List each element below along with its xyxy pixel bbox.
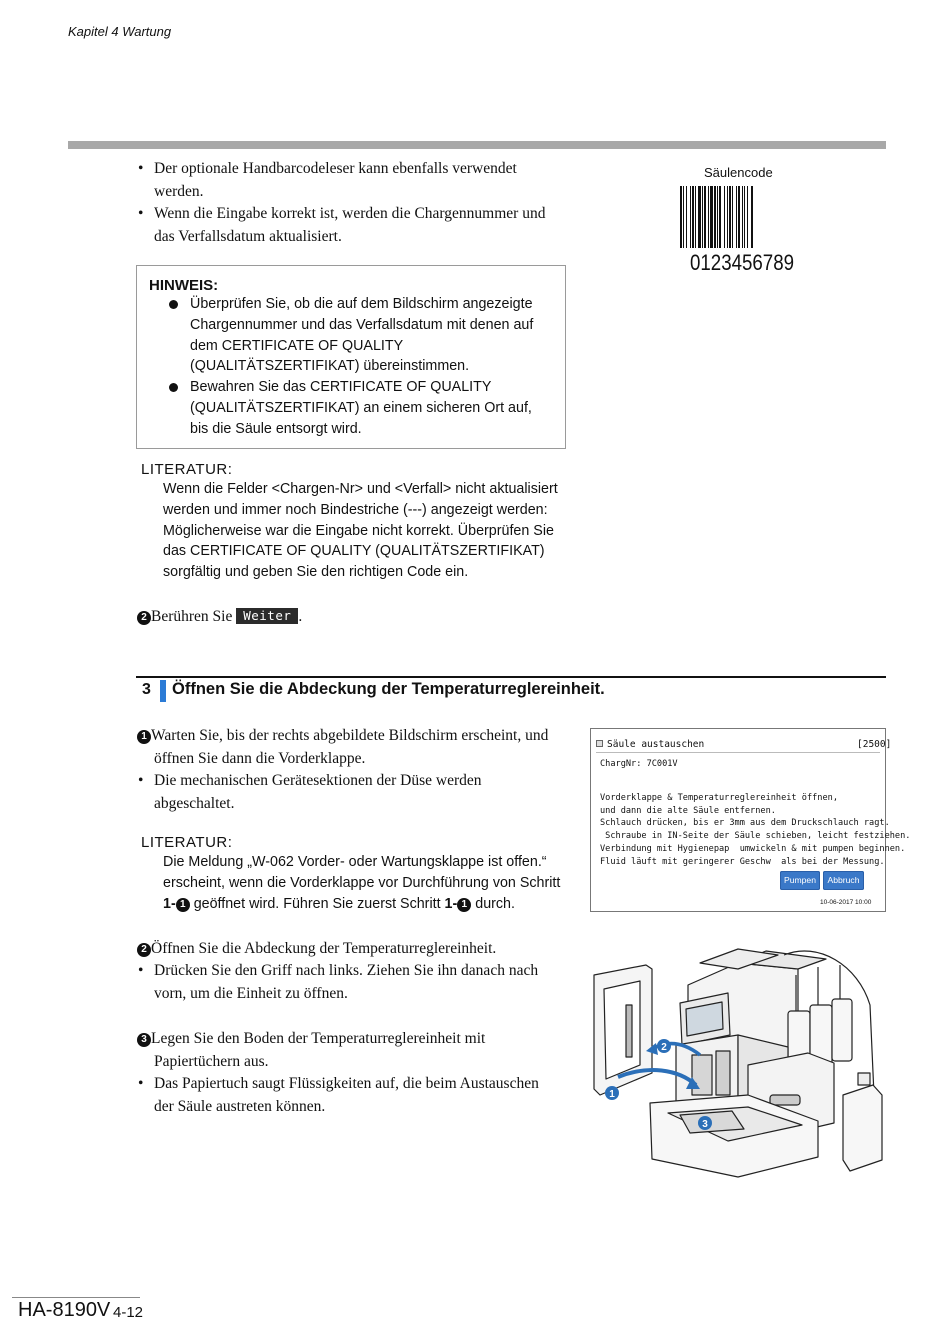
bullet-mechanics-off: • Die mechanischen Gerätesektionen der Düse werden abgeschaltet. <box>138 772 482 812</box>
top-divider <box>68 141 886 149</box>
barcode-bar <box>717 186 718 248</box>
barcode-bar <box>747 186 748 248</box>
barcode-bar <box>695 186 696 248</box>
section-title: Öffnen Sie die Abdeckung der Temperaturreglereinheit. <box>172 680 605 698</box>
note-item: Überprüfen Sie, ob die auf dem Bildschirm angezeigte Chargennummer und das Verfallsdatum mit denen auf dem CERTIFICATE OF QUALITY (QUALITÄTSZERTIFIKAT) übereinstimmen. <box>169 294 559 378</box>
step-number: 3 <box>137 1033 151 1047</box>
footer-divider <box>12 1297 140 1298</box>
reference-body: Die Meldung „W-062 Vorder- oder Wartungsklappe ist offen.“ erscheint, wenn die Vorderklappe vor Durchführung von Schritt 1- 1 geöffnet wird. Führen Sie zuerst Schritt 1- 1 durch. <box>163 854 561 912</box>
callout-1: 1 <box>609 1089 615 1100</box>
bullet-dot <box>169 383 178 392</box>
bullet-line: Der optionale Handbarcodeleser kann ebenfalls verwendet <box>154 160 517 177</box>
barcode-bar <box>680 186 682 248</box>
screen-datetime: 10-06-2017 10:00 <box>820 899 872 906</box>
step-wait-screen: 1 Warten Sie, bis der rechts abgebildete Bildschirm erscheint, und öffnen Sie dann die Vorderklappe. <box>137 725 577 770</box>
screen-divider <box>596 752 880 753</box>
barcode-bar <box>744 186 745 248</box>
note-title: HINWEIS: <box>149 277 219 294</box>
section-number: 3 <box>142 681 151 698</box>
barcode-bar <box>702 186 703 248</box>
step-touch-next: 2 Berühren Sie Weiter . <box>137 606 302 628</box>
bullet-line: Wenn die Eingabe korrekt ist, werden die Chargennummer und <box>154 205 546 222</box>
bullet-input-correct: • Wenn die Eingabe korrekt ist, werden die Chargennummer und das Verfallsdatum aktualisiert. <box>138 203 578 249</box>
screen-code: [2500] <box>857 739 892 750</box>
screen-title: Säule austauschen <box>607 739 705 750</box>
barcode-bar <box>738 186 740 248</box>
next-button[interactable]: Weiter <box>236 608 298 624</box>
step-number: 1 <box>137 730 151 744</box>
barcode-bar <box>751 186 753 248</box>
section-divider <box>136 676 886 678</box>
reference-title: LITERATUR: <box>141 834 233 851</box>
step-open-cover: 2 Öffnen Sie die Abdeckung der Temperaturreglereinheit. <box>137 938 577 961</box>
note-item: Bewahren Sie das CERTIFICATE OF QUALITY (QUALITÄTSZERTIFIKAT) an einem sicheren Ort auf, bis die Säule entsorgt wird. <box>169 377 559 441</box>
section-accent-bar <box>160 680 166 702</box>
cancel-button[interactable]: Abbruch <box>823 871 864 890</box>
barcode-bar <box>714 186 716 248</box>
step-number: 2 <box>137 943 151 957</box>
barcode-bar <box>690 186 691 248</box>
barcode-label: Säulencode <box>704 165 773 180</box>
step-line-paper: 3 Legen Sie den Boden der Temperaturreglereinheit mit Papiertüchern aus. <box>137 1028 577 1073</box>
bullet-barcode-reader: • Der optionale Handbarcodeleser kann ebenfalls verwendet werden. <box>138 158 578 204</box>
barcode-bar <box>708 186 709 248</box>
barcode-bar <box>732 186 733 248</box>
barcode-bar <box>719 186 721 248</box>
bullet-pull-handle: • Drücken Sie den Griff nach links. Ziehen Sie ihn danach nach vorn, um die Einheit zu öffnen. <box>138 962 539 1002</box>
barcode-bar <box>698 186 701 248</box>
barcode-digits: 0123456789 <box>690 250 795 275</box>
barcode-image <box>678 186 796 250</box>
barcode-bar <box>729 186 731 248</box>
barcode-bar <box>724 186 725 248</box>
pump-button[interactable]: Pumpen <box>780 871 820 890</box>
reference-title: LITERATUR: <box>141 461 233 478</box>
page-number: 4-12 <box>113 1304 144 1321</box>
screen-charge: ChargNr: 7C001V <box>600 759 678 769</box>
model-name: HA-8190V <box>18 1299 111 1321</box>
callout-2: 2 <box>661 1042 667 1053</box>
bullet-paper-absorbs: • Das Papiertuch saugt Flüssigkeiten auf, die beim Austauschen der Säule austreten können. <box>138 1075 539 1115</box>
barcode-bar <box>742 186 743 248</box>
screen-instructions: Vorderklappe & Temperaturreglereinheit öffnen, und dann die alte Säule entfernen. Schlauch drücken, bis er 3mm aus dem Druckschlauch ragt. Schraube in IN-Seite der Säule schieben, leicht festziehen. Verbindung mit Hygienepap umwickeln & mit pumpen beginnen. Fluid läuft mit geringerer Geschw als bei der Messung. <box>600 793 911 867</box>
window-icon <box>596 740 603 747</box>
step-number: 2 <box>137 611 151 625</box>
chapter-header: Kapitel 4 Wartung <box>68 24 172 39</box>
bullet-line: das Verfallsdatum aktualisiert. <box>154 227 342 245</box>
barcode-bar <box>686 186 687 248</box>
reference-body: Wenn die Felder <Chargen-Nr> und <Verfall> nicht aktualisiert werden und immer noch Bindestriche (---) angezeigt werden: Möglicherweise war die Eingabe nicht korrekt. Überprüfen Sie das CERTIFICATE OF QUALITY (QUALITÄTSZERTIFIKAT) sorgfältig und geben Sie den richtigen Code ein. <box>163 481 558 581</box>
barcode-bar <box>692 186 694 248</box>
instrument-illustration <box>588 945 886 1185</box>
barcode-bar <box>727 186 728 248</box>
barcode-bar <box>704 186 706 248</box>
callout-3: 3 <box>702 1119 708 1130</box>
bullet-line: werden. <box>154 182 204 200</box>
barcode-bar <box>683 186 684 248</box>
barcode-bar <box>710 186 713 248</box>
barcode-bar <box>736 186 737 248</box>
bullet-dot <box>169 300 178 309</box>
